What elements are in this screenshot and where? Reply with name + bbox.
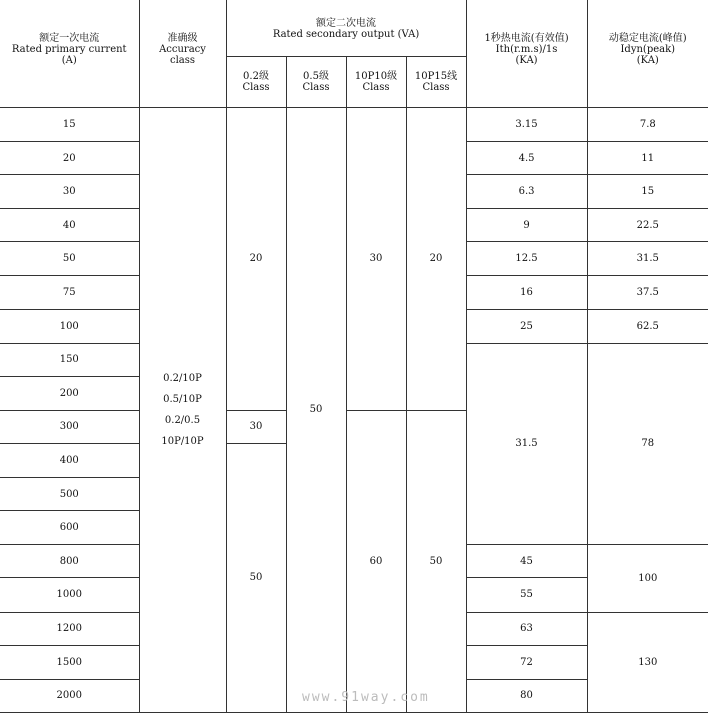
accuracy-class-item: 0.2/10P — [163, 372, 202, 384]
primary-current-cell: 600 — [0, 511, 139, 545]
thermal-current-cell: 25 — [466, 309, 587, 343]
primary-current-cell: 20 — [0, 141, 139, 174]
primary-current-cell: 15 — [0, 107, 139, 141]
primary-current-cell: 300 — [0, 410, 139, 443]
header-thermal-en: Ith(r.m.s)/1s — [495, 44, 558, 55]
header-class-10p15-en: Class — [422, 81, 450, 93]
header-accuracy-cn: 准确级 — [167, 33, 198, 44]
header-accuracy-en: Accuracy — [159, 44, 206, 55]
dynamic-current-cell: 130 — [587, 612, 708, 713]
watermark: www.91way.com — [302, 690, 430, 705]
dynamic-current-cell: 37.5 — [587, 276, 708, 309]
thermal-current-cell: 12.5 — [466, 242, 587, 276]
header-row — [0, 0, 708, 56]
primary-current-cell: 1200 — [0, 612, 139, 645]
header-class-10p10 — [346, 56, 406, 107]
class-10p10-va-cell: 60 — [346, 410, 406, 712]
primary-current-cell: 75 — [0, 276, 139, 309]
header-thermal — [466, 0, 587, 107]
class-02-va-cell: 30 — [226, 410, 286, 443]
header-primary-current-cn: 额定一次电流 — [39, 33, 100, 44]
header-secondary-output-cn: 额定二次电流 — [316, 18, 377, 29]
accuracy-class-item: 0.2/0.5 — [164, 414, 201, 426]
header-dynamic-unit: (KA) — [636, 55, 659, 66]
primary-current-cell: 800 — [0, 545, 139, 578]
header-secondary-output-en: Rated secondary output (VA) — [272, 29, 420, 40]
primary-current-cell: 40 — [0, 209, 139, 242]
header-primary-current-unit: (A) — [61, 55, 77, 66]
header-class-05-en: Class — [302, 81, 330, 93]
dynamic-current-cell: 7.8 — [587, 107, 708, 141]
thermal-current-cell: 6.3 — [466, 175, 587, 209]
dynamic-current-cell: 15 — [587, 175, 708, 209]
header-accuracy-en2: class — [169, 55, 196, 66]
table-row — [0, 107, 708, 141]
thermal-current-cell: 80 — [466, 679, 587, 712]
thermal-current-cell: 9 — [466, 209, 587, 242]
header-class-02 — [226, 56, 286, 107]
header-dynamic-cn: 动稳定电流(峰值) — [608, 33, 687, 44]
thermal-current-cell: 55 — [466, 578, 587, 612]
thermal-current-cell: 45 — [466, 545, 587, 578]
dynamic-current-cell: 11 — [587, 141, 708, 174]
header-class-02-cn: 0.2级 — [243, 70, 269, 82]
primary-current-cell: 200 — [0, 376, 139, 410]
header-accuracy — [139, 0, 226, 107]
primary-current-cell: 2000 — [0, 679, 139, 712]
class-02-va-cell: 50 — [226, 443, 286, 712]
primary-current-cell: 150 — [0, 343, 139, 376]
thermal-current-cell: 4.5 — [466, 141, 587, 174]
primary-current-cell: 1500 — [0, 645, 139, 679]
thermal-current-cell: 72 — [466, 645, 587, 679]
header-primary-current — [0, 0, 139, 107]
header-class-02-en: Class — [242, 81, 270, 93]
thermal-current-cell: 63 — [466, 612, 587, 645]
primary-current-cell: 30 — [0, 175, 139, 209]
thermal-current-cell: 16 — [466, 276, 587, 309]
header-primary-current-en: Rated primary current — [11, 44, 127, 55]
primary-current-cell: 400 — [0, 443, 139, 477]
accuracy-class-cell — [139, 107, 226, 712]
primary-current-cell: 100 — [0, 309, 139, 343]
accuracy-class-item: 0.5/10P — [163, 393, 202, 405]
dynamic-current-cell: 22.5 — [587, 209, 708, 242]
class-10p10-va-cell: 30 — [346, 107, 406, 410]
header-class-10p10-cn: 10P10级 — [354, 70, 398, 82]
class-10p15-va-cell: 20 — [406, 107, 466, 410]
header-class-10p10-en: Class — [362, 81, 390, 93]
primary-current-cell: 1000 — [0, 578, 139, 612]
accuracy-class-item: 10P/10P — [161, 435, 204, 447]
header-class-10p15-cn: 10P15线 — [414, 70, 458, 82]
header-class-05-cn: 0.5级 — [303, 70, 329, 82]
header-secondary-output — [226, 0, 466, 56]
class-02-va-cell: 20 — [226, 107, 286, 410]
header-dynamic-en: Idyn(peak) — [620, 44, 676, 55]
dynamic-current-cell: 62.5 — [587, 309, 708, 343]
class-05-va-cell: 50 — [286, 107, 346, 712]
thermal-current-cell: 31.5 — [466, 343, 587, 545]
class-10p15-va-cell: 50 — [406, 410, 466, 712]
header-dynamic — [587, 0, 708, 107]
dynamic-current-cell: 78 — [587, 343, 708, 545]
header-class-10p15 — [406, 56, 466, 107]
primary-current-cell: 500 — [0, 478, 139, 511]
dynamic-current-cell: 31.5 — [587, 242, 708, 276]
primary-current-cell: 50 — [0, 242, 139, 276]
thermal-current-cell: 3.15 — [466, 107, 587, 141]
header-thermal-cn: 1秒热电流(有效值) — [484, 33, 569, 44]
header-thermal-unit: (KA) — [515, 55, 538, 66]
header-class-05 — [286, 56, 346, 107]
dynamic-current-cell: 100 — [587, 545, 708, 612]
